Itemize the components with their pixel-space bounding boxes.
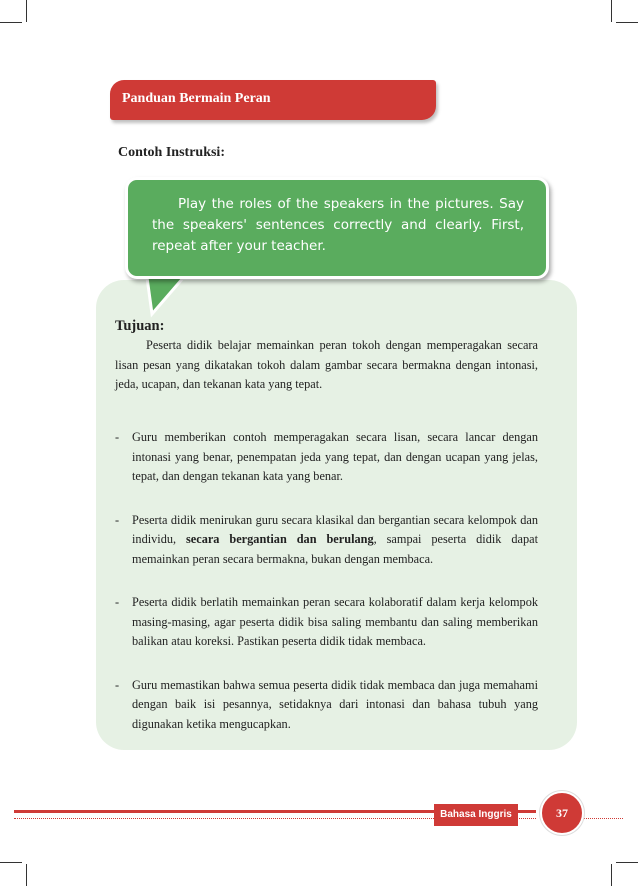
crop-mark: [616, 22, 638, 23]
steps-list: [115, 428, 538, 758]
instruction-speech-bubble: [125, 177, 549, 279]
goal-title: Tujuan:: [115, 318, 165, 334]
list-item: - Peserta didik berlatih memainkan peran secara kolaboratif dalam kerja kelompok masing-masing, agar peserta didik bisa saling membantu dan saling memberikan balikan atau koreksi. Pastikan peserta didik tidak membaca.: [115, 595, 538, 648]
list-item: - Guru memastikan bahwa semua peserta didik tidak membaca dan juga memahami dengan baik isi pesannya, setidaknya dari intonasi dan bahasa tubuh yang digunakan ketika mengucapkan.: [115, 677, 538, 731]
crop-mark: [616, 862, 638, 863]
section-title: Panduan Bermain Peran: [122, 91, 271, 106]
instruction-text: Play the roles of the speakers in the pictures. Say the speakers' sentences correctly and clearly. First, repeat after your teacher.: [152, 196, 524, 254]
section-header: [110, 80, 436, 120]
page-number: 37: [540, 791, 584, 835]
footer-subject: Bahasa Inggris: [434, 804, 518, 826]
crop-mark: [26, 0, 27, 22]
goal-text: Peserta didik belajar memainkan peran tokoh dengan memperagakan secara lisan pesan yang dikatakan tokoh dalam gambar secara bermakna dengan intonasi, jeda, ucapan, dan tekanan kata yang tepat.: [115, 338, 538, 391]
crop-mark: [0, 22, 22, 23]
crop-mark: [26, 864, 27, 886]
subheading: Contoh Instruksi:: [118, 145, 225, 160]
crop-mark: [611, 0, 612, 22]
footer-dotted-rule: [583, 818, 623, 819]
crop-mark: [611, 864, 612, 886]
list-item: - Guru memberikan contoh memperagakan secara lisan, secara lancar dengan intonasi yang benar, penempatan jeda yang tepat, dan dengan ucapan yang jelas, tepat, dan dengan tekanan kata yang benar.: [115, 430, 538, 483]
crop-mark: [0, 862, 22, 863]
list-item: - Peserta didik menirukan guru secara klasikal dan bergantian secara kelompok dan individu, secara bergantian dan berulang, sampai peserta didik dapat memainkan peran secara bermakna, bukan dengan membaca.: [115, 512, 538, 566]
emphasis-text: secara bergantian dan berulang: [186, 532, 374, 546]
